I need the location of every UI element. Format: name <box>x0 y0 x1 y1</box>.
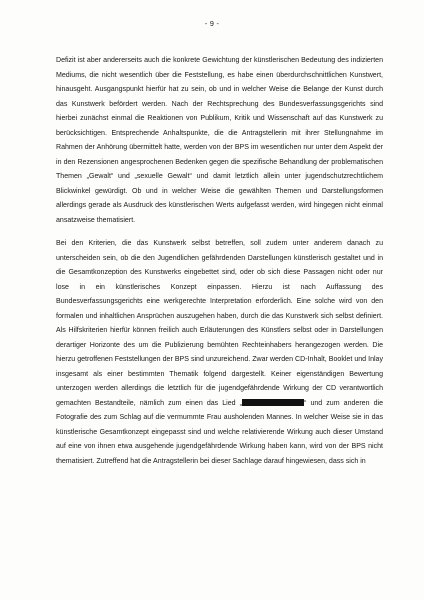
paragraph-2-text-after: “ und zum anderen die Fotografie des zum Schlag auf die vermummte Frau ausholenden Mannes. In welcher Weise sie in das künstlerische Gesamtkonzept eingepasst sind und welche relativierende Wirkung auch dieser Umstand auf eine von ihnen etwa ausgehende jugendgefährdende Wirkung haben kann, wird von der BPS nicht thematisiert. Zutreffend hat die Antragstellerin bei dieser Sachlage darauf hingewiesen, dass sich in <box>56 399 384 465</box>
page-number: - 9 - <box>204 19 220 28</box>
redaction-bar <box>242 399 304 406</box>
paragraph-2-text-before: Bei den Kriterien, die das Kunstwerk selbst betreffen, soll zudem unter anderem danach zu unterscheiden sein, ob die den Jugendlichen gefährdenden Darstellungen künstlerisch gestaltet und in die Gesamtkonzeption des Kunstwerks eingebettet sind, oder ob sich diese Passagen nicht oder nur lose in ein künstlerisches Konzept einpassen. Hierzu ist nach Auffassung des Bundesverfassungsgerichts eine werkgerechte Interpretation erforderlich. Eine solche wird von den formalen und inhaltlichen Ansprüchen auszugehen haben, durch die das Kunstwerk sich selbst definiert. Als Hilfskriterien hierfür können freilich auch Erläuterungen des Künstlers selbst oder in Darstellungen derartiger Horizonte des um die Publizierung bemühten Rechteinhabers herangezogen werden. Die hierzu getroffenen Feststellungen der BPS sind unzureichend. Zwar werden CD-Inhalt, Booklet und Inlay insgesamt als einer bestimmten Thematik folgend dargestellt. Keiner eigenständigen Bewertung unterzogen werden allerdings die letztlich für die jugendgefährdende Wirkung der CD verantwortlich gemachten Bestandteile, nämlich zum einen das Lied „ <box>56 240 383 407</box>
paragraph-1: Defizit ist aber andererseits auch die konkrete Gewichtung der künstlerischen Bedeutung des indizierten Mediums, die nicht wesentlich über die Feststellung, es habe einen überdurchschnittlichen Kunstwert, hinausgeht. Ausgangspunkt hierfür hat zu sein, ob und in welcher Weise die Belange der Kunst durch das Kunstwerk befördert werden. Nach der Rechtsprechung des Bundesverfassungsgerichts sind hierbei zunächst einmal die Reaktionen von Publikum, Kritik und Wissenschaft auf das Kunstwerk zu berücksichtigen. Entsprechende Anhaltspunkte, die die Antragstellerin mit ihrer Stellungnahme im Rahmen der Anhörung übermittelt hatte, werden von der BPS im wesentlichen nur unter dem Aspekt der in den Rezensionen angesprochenen Bedenken gegen die spezifische Behandlung der problematischen Themen „Gewalt“ und „sexuelle Gewalt“ und damit letztlich allein unter jugendschutzrechtlichem Blickwinkel gewürdigt. Ob und in welcher Weise die gewählten Themen und Darstellungsformen allerdings gerade als Ausdruck des künstlerischen Werts aufgefasst werden, wird hingegen nicht einmal ansatzweise thematisiert. <box>56 57 383 224</box>
paragraph-2 <box>56 237 383 469</box>
document-body <box>56 54 383 469</box>
